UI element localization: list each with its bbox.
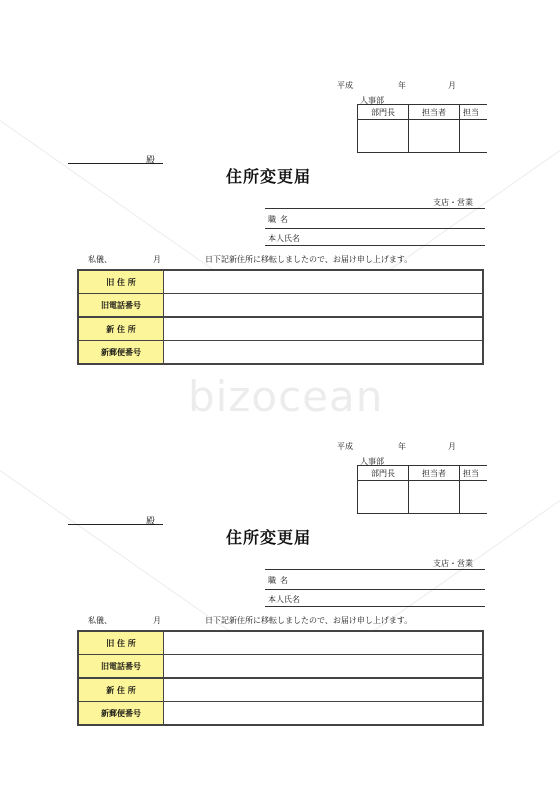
lead-text: 日下記新住所に移転しましたので、お届け申し上げます。 <box>205 255 413 264</box>
stamp-cell[interactable] <box>460 120 488 153</box>
address-info-table <box>77 269 484 365</box>
stamp-cell[interactable] <box>460 481 488 514</box>
name-label: 本人氏名 <box>268 595 300 604</box>
lead-month: 月 <box>153 255 161 264</box>
form-title: 住所変更届 <box>226 167 312 186</box>
lead-month: 月 <box>153 616 161 625</box>
table-row <box>78 317 483 341</box>
divider <box>265 245 485 246</box>
approval-stamp-table <box>357 104 487 153</box>
new-postal-code-field[interactable] <box>164 702 484 726</box>
date-year: 年 <box>398 442 406 451</box>
row-label: 旧電話番号 <box>78 655 164 679</box>
old-phone-field[interactable] <box>164 294 484 318</box>
branch-label: 支店・営業 <box>433 198 473 207</box>
stamp-header: 部門長 <box>358 466 409 481</box>
row-label: 新郵便番号 <box>78 341 164 365</box>
date-month: 月 <box>448 442 456 451</box>
stamp-cell[interactable] <box>409 120 460 153</box>
divider <box>265 228 485 229</box>
date-month: 月 <box>448 81 456 90</box>
table-row <box>78 294 483 318</box>
old-address-field[interactable] <box>164 270 484 294</box>
department-label: 人事部 <box>360 457 384 466</box>
divider <box>265 606 485 607</box>
date-era: 平成 <box>337 442 353 451</box>
table-row <box>78 631 483 655</box>
table-row <box>78 678 483 702</box>
row-label: 新郵便番号 <box>78 702 164 726</box>
addressee-suffix: 殿 <box>146 156 156 166</box>
address-info-table <box>77 630 484 726</box>
stamp-cell[interactable] <box>358 481 409 514</box>
lead-prefix: 私儀、 <box>88 616 112 625</box>
form-title: 住所変更届 <box>226 528 312 547</box>
date-era: 平成 <box>337 81 353 90</box>
row-label: 旧 住 所 <box>78 270 164 294</box>
address-change-form-2 <box>0 361 560 731</box>
stamp-cell[interactable] <box>409 481 460 514</box>
stamp-header: 担当 <box>460 466 488 481</box>
lead-prefix: 私儀、 <box>88 255 112 264</box>
new-address-field[interactable] <box>164 678 484 702</box>
stamp-header: 担当者 <box>409 466 460 481</box>
divider <box>265 589 485 590</box>
divider <box>265 569 485 570</box>
old-phone-field[interactable] <box>164 655 484 679</box>
stamp-cell[interactable] <box>358 120 409 153</box>
table-row <box>78 702 483 726</box>
stamp-header: 担当者 <box>409 105 460 120</box>
row-label: 新 住 所 <box>78 317 164 341</box>
table-row <box>78 655 483 679</box>
row-label: 旧電話番号 <box>78 294 164 318</box>
department-label: 人事部 <box>360 96 384 105</box>
row-label: 旧 住 所 <box>78 631 164 655</box>
watermark-text: bizocean <box>188 372 384 421</box>
job-title-label: 職名 <box>268 576 292 585</box>
stamp-header: 担当 <box>460 105 488 120</box>
approval-stamp-table <box>357 465 487 514</box>
addressee-suffix: 殿 <box>146 517 156 527</box>
table-row <box>78 270 483 294</box>
lead-text: 日下記新住所に移転しましたので、お届け申し上げます。 <box>205 616 413 625</box>
address-change-form-1 <box>0 0 560 370</box>
old-address-field[interactable] <box>164 631 484 655</box>
row-label: 新 住 所 <box>78 678 164 702</box>
divider <box>265 208 485 209</box>
date-year: 年 <box>398 81 406 90</box>
name-label: 本人氏名 <box>268 234 300 243</box>
new-address-field[interactable] <box>164 317 484 341</box>
stamp-header: 部門長 <box>358 105 409 120</box>
job-title-label: 職名 <box>268 215 292 224</box>
branch-label: 支店・営業 <box>433 559 473 568</box>
